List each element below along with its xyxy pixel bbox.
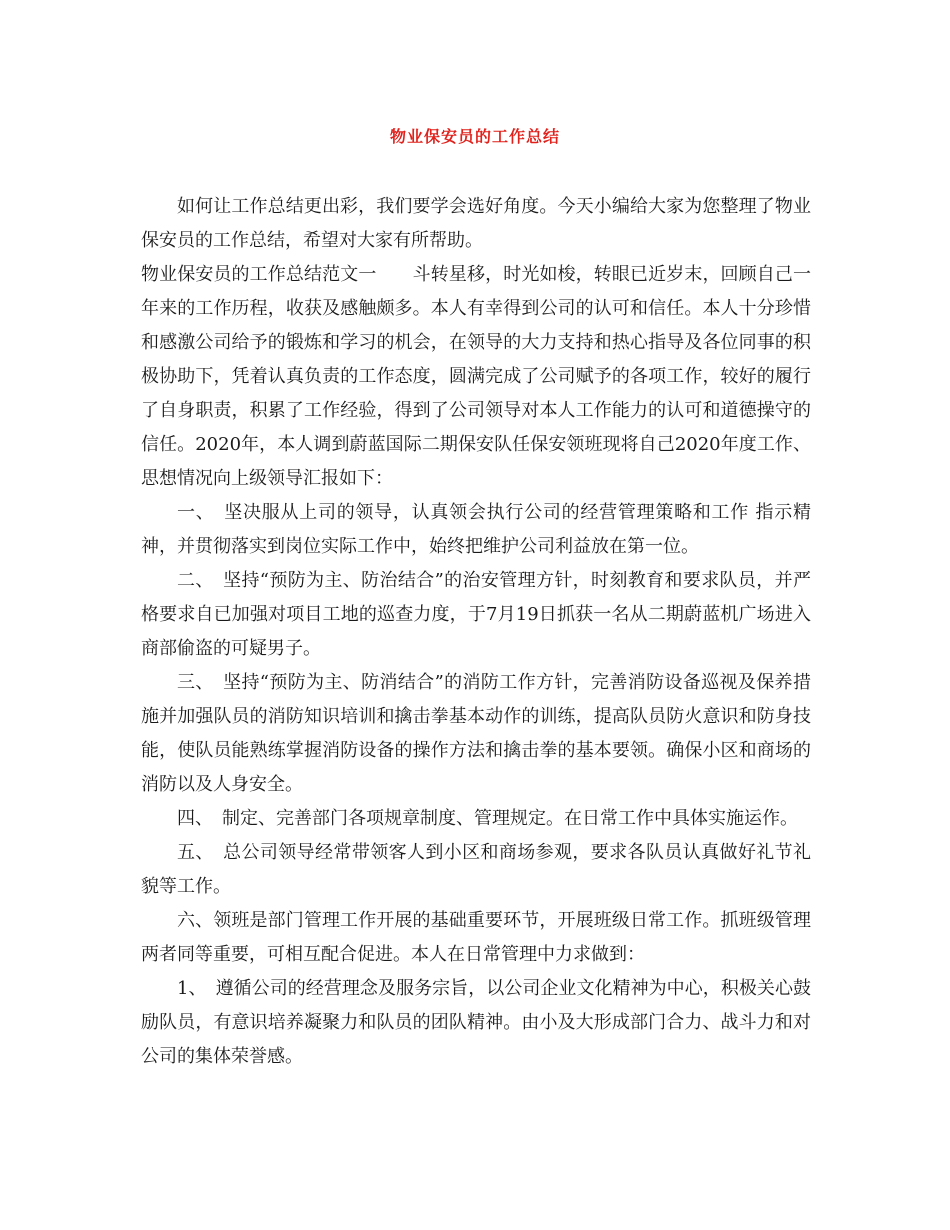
paragraph-item-2: 二、 坚持“预防为主、防治结合”的治安管理方针，时刻教育和要求队员，并严格要求自已加强对项目工地的巡查力度，于7月19日抓获一名从二期蔚蓝机广场进入商部偷盗的可疑男子。 (141, 570, 811, 659)
paragraph-subitem-1: 1、 遵循公司的经营理念及服务宗旨，以公司企业文化精神为中心，积极关心鼓励队员，有意识培养凝聚力和队员的团队精神。由小及大形成部门合力、战斗力和对公司的集体荣誉感。 (141, 978, 811, 1067)
paragraph-item-4: 四、 制定、完善部门各项规章制度、管理规定。在日常工作中具体实施运作。 (177, 808, 798, 829)
document-body (141, 190, 811, 1074)
paragraph-item-5: 五、 总公司领导经常带领客人到小区和商场参观，要求各队员认真做好礼节礼貌等工作。 (141, 842, 811, 897)
paragraph-sample-one: 物业保安员的工作总结范文一 斗转星移，时光如梭，转眼已近岁末，回顾自己一年来的工作历程，收获及感触颇多。本人有幸得到公司的认可和信任。本人十分珍惜和感激公司给予的锻炼和学习的机会，在领导的大力支持和热心指导及各位同事的积极协助下，凭着认真负责的工作态度，圆满完成了公司赋予的各项工作，较好的履行了自身职责，积累了工作经验，得到了公司领导对本人工作能力的认可和道德操守的信任。2020年，本人调到蔚蓝国际二期保安队任保安领班现将自己2020年度工作、思想情况向上级领导汇报如下： (141, 264, 811, 489)
paragraph-intro: 如何让工作总结更出彩，我们要学会选好角度。今天小编给大家为您整理了物业保安员的工作总结，希望对大家有所帮助。 (141, 196, 811, 251)
document-title: 物业保安员的工作总结 (389, 127, 560, 146)
paragraph-item-3: 三、 坚持“预防为主、防消结合”的消防工作方针，完善消防设备巡视及保养措施并加强队员的消防知识培训和擒击拳基本动作的训练，提高队员防火意识和防身技能，使队员能熟练掌握消防设备的操作方法和擒击拳的基本要领。确保小区和商场的消防以及人身安全。 (141, 672, 811, 795)
paragraph-item-6: 六、领班是部门管理工作开展的基础重要环节，开展班级日常工作。抓班级管理两者同等重要，可相互配合促进。本人在日常管理中力求做到： (141, 910, 811, 965)
paragraph-item-1: 一、 坚决服从上司的领导，认真领会执行公司的经营管理策略和工作 指示精神，并贯彻落实到岗位实际工作中，始终把维护公司利益放在第一位。 (141, 502, 811, 557)
